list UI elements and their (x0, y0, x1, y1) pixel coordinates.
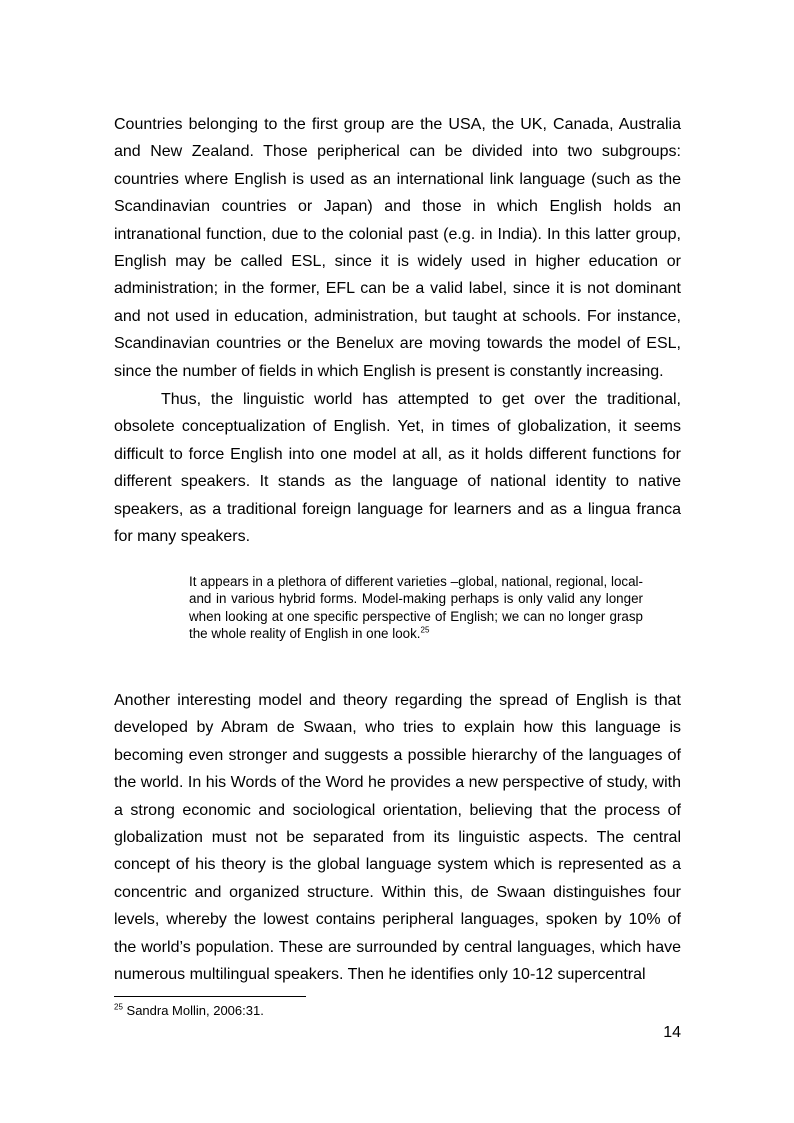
body-paragraph-1: Countries belonging to the first group are the USA, the UK, Canada, Australia and New Zealand. Those peripherical can be divided into two subgroups: countries where English is used as an international link language (such as the Scandinavian countries or Japan) and those in which English holds an intranational function, due to the colonial past (e.g. in India). In this latter group, English may be called ESL, since it is widely used in higher education or administration; in the former, EFL can be a valid label, since it is not dominant and not used in education, administration, but taught at schools. For instance, Scandinavian countries or the Benelux are moving towards the model of ESL, since the number of fields in which English is present is constantly increasing. (114, 116, 681, 380)
footnote-separator (114, 996, 306, 997)
page-number: 14 (663, 1024, 681, 1041)
body-paragraph-2: Thus, the linguistic world has attempted to get over the traditional, obsolete conceptualization of English. Yet, in times of globalization, it seems difficult to force English into one model at all, as it holds different functions for different speakers. It stands as the language of national identity to native speakers, as a traditional foreign language for learners and as a lingua franca for many speakers. (114, 391, 681, 546)
footnote (114, 1003, 264, 1019)
footnote-reference: 25 (420, 625, 430, 635)
footnote-text: Sandra Mollin, 2006:31. (122, 1003, 264, 1018)
body-paragraph-3: Another interesting model and theory regarding the spread of English is that developed by Abram de Swaan, who tries to explain how this language is becoming even stronger and suggests a possible hierarchy of the languages of the world. In his Words of the Word he provides a new perspective of study, with a strong economic and sociological orientation, believing that the process of globalization must not be separated from its linguistic aspects. The central concept of his theory is the global language system which is represented as a concentric and organized structure. Within this, de Swaan distinguishes four levels, whereby the lowest contains peripheral languages, spoken by 10% of the world’s population. These are surrounded by central languages, which have numerous multilingual speakers. Then he identifies only 10-12 supercentral (114, 692, 681, 984)
block-quote (189, 573, 643, 643)
block-quote-text: It appears in a plethora of different varieties –global, national, regional, local- and in various hybrid forms. Model-making perhaps is only valid any longer when looking at one specific perspective of English; we can no longer grasp the whole reality of English in one look. (189, 574, 643, 642)
footnote-number: 25 (114, 1002, 123, 1012)
